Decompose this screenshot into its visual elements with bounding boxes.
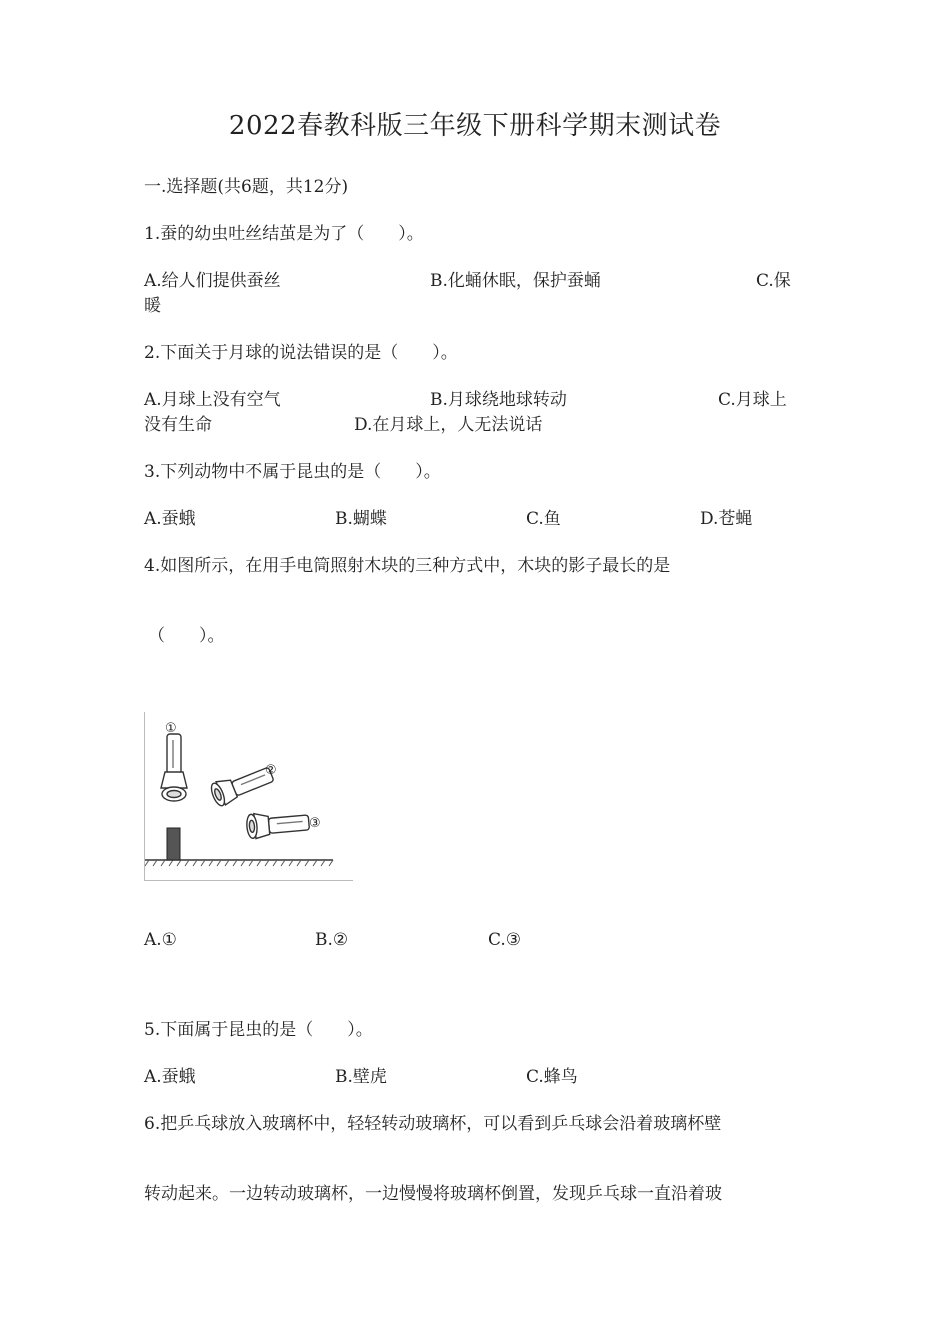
wood-block (167, 828, 180, 860)
q5-option-b: B.壁虎 (335, 1067, 387, 1087)
q3-option-c: C.鱼 (526, 509, 561, 529)
flashlight-figure (144, 712, 353, 881)
q3-option-b: B.蝴蝶 (335, 509, 387, 529)
question-4-stem: 4.如图所示，在用手电筒照射木块的三种方式中，木块的影子最长的是 (144, 556, 671, 576)
q4-option-c: C.③ (488, 930, 522, 950)
q2-option-c: C.月球上 (718, 390, 787, 410)
q4-option-b: B.② (315, 930, 349, 950)
question-1-stem: 1.蚕的幼虫吐丝结茧是为了（ ）。 (144, 224, 424, 244)
question-2-stem: 2.下面关于月球的说法错误的是（ ）。 (144, 343, 458, 363)
q1-option-c-cont: 暖 (144, 296, 161, 316)
section-heading: 一.选择题(共6题，共12分) (144, 177, 349, 197)
q5-option-c: C.蜂鸟 (526, 1067, 578, 1087)
page-title: 2022春教科版三年级下册科学期末测试卷 (228, 111, 722, 141)
q4-option-a: A.① (144, 930, 177, 950)
q1-option-c: C.保 (756, 271, 791, 291)
q5-option-a: A.蚕蛾 (144, 1067, 196, 1087)
q1-option-b: B.化蛹休眠，保护蚕蛹 (430, 271, 601, 291)
flashlight-1-icon (161, 734, 187, 801)
figure-label-1: ① (165, 721, 177, 736)
q2-option-b: B.月球绕地球转动 (430, 390, 567, 410)
question-5-stem: 5.下面属于昆虫的是（ ）。 (144, 1020, 373, 1040)
question-6-stem: 6.把乒乓球放入玻璃杯中，轻轻转动玻璃杯，可以看到乒乓球会沿着玻璃杯壁 (144, 1114, 722, 1134)
question-6-stem-cont: 转动起来。一边转动玻璃杯，一边慢慢将玻璃杯倒置，发现乒乓球一直沿着玻 (144, 1184, 722, 1204)
question-4-stem-cont: （ ）。 (148, 626, 225, 646)
q3-option-a: A.蚕蛾 (144, 509, 196, 529)
q1-option-a: A.给人们提供蚕丝 (144, 271, 281, 291)
q2-option-a: A.月球上没有空气 (144, 390, 281, 410)
q2-option-d: D.在月球上，人无法说话 (354, 415, 543, 435)
figure-label-2: ② (265, 763, 277, 778)
figure-label-3: ③ (309, 816, 321, 831)
question-3-stem: 3.下列动物中不属于昆虫的是（ ）。 (144, 462, 441, 482)
q3-option-d: D.苍蝇 (700, 509, 753, 529)
q2-option-c-cont: 没有生命 (144, 415, 212, 435)
flashlight-3-icon (246, 809, 310, 839)
